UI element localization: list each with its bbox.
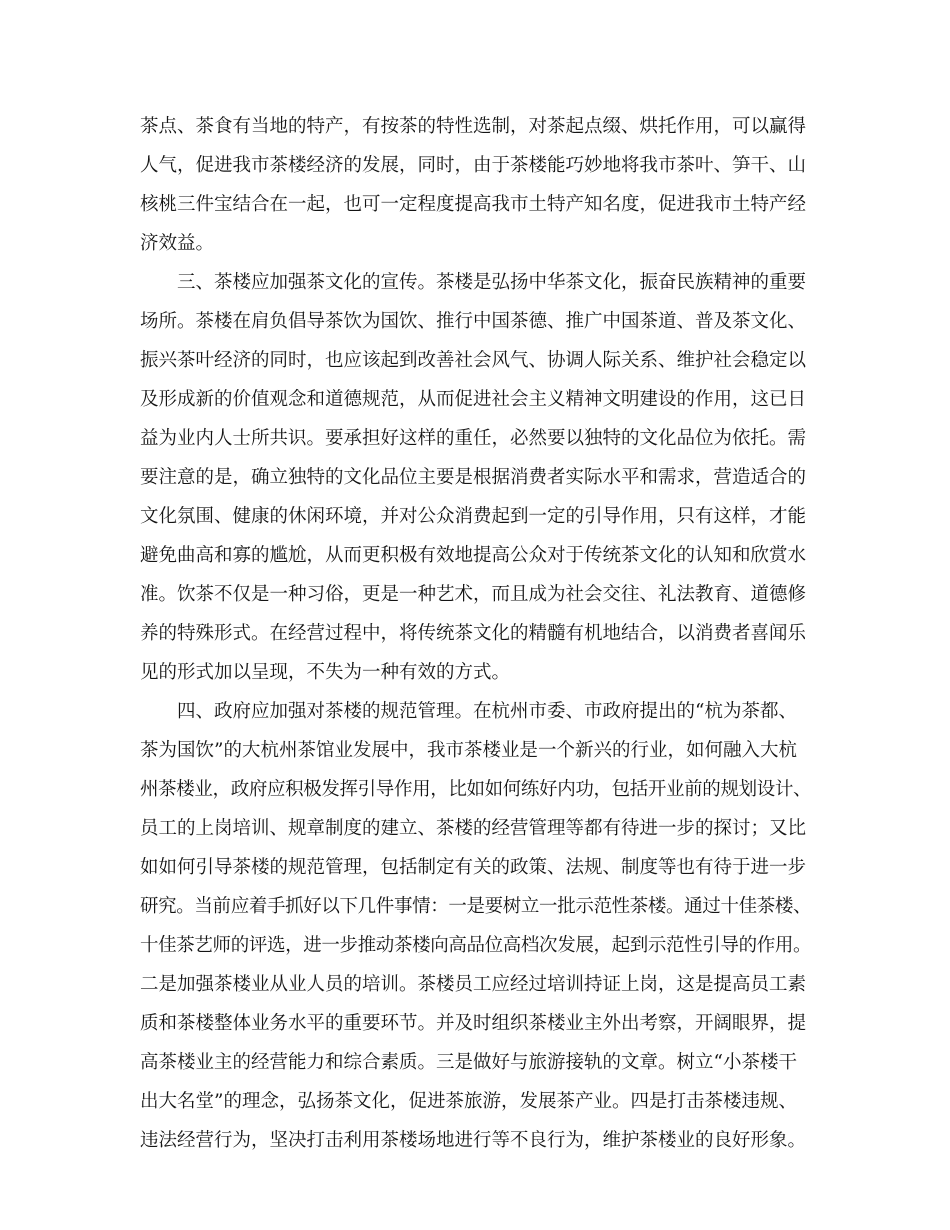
text-line: 质和茶楼整体业务水平的重要环节。并及时组织茶楼业主外出考察，开阔眼界，提 (140, 1013, 807, 1034)
text-line: 研究。当前应着手抓好以下几件事情：一是要树立一批示范性茶楼。通过十佳茶楼、 (140, 896, 812, 917)
text-line: 如如何引导茶楼的规范管理，包括制定有关的政策、法规、制度等也有待于进一步 (140, 857, 807, 878)
text-line: 茶为国饮”的大杭州茶馆业发展中，我市茶楼业是一个新兴的行业，如何融入大杭 (140, 740, 797, 761)
text-line: 及形成新的价值观念和道德规范，从而促进社会主义精神文明建设的作用，这已日 (140, 389, 807, 410)
text-line: 茶点、茶食有当地的特产，有按茶的特性选制，对茶起点缀、烘托作用，可以赢得 (140, 116, 807, 137)
text-line: 二是加强茶楼业从业人员的培训。茶楼员工应经过培训持证上岗，这是提高员工素 (140, 974, 807, 995)
text-line: 要注意的是，确立独特的文化品位主要是根据消费者实际水平和需求，营造适合的 (140, 467, 807, 488)
text-line: 避免曲高和寡的尴尬，从而更积极有效地提高公众对于传统茶文化的认知和欣赏水 (140, 545, 807, 566)
text-line: 出大名堂”的理念，弘扬茶文化，促进茶旅游，发展茶产业。四是打击茶楼违规、 (140, 1091, 797, 1112)
text-line: 州茶楼业，政府应积极发挥引导作用，比如如何练好内功，包括开业前的规划设计、 (140, 779, 812, 800)
text-line: 益为业内人士所共识。要承担好这样的重任，必然要以独特的文化品位为依托。需 (140, 428, 807, 449)
text-line: 高茶楼业主的经营能力和综合素质。三是做好与旅游接轨的文章。树立“小茶楼干 (140, 1052, 797, 1073)
text-line: 准。饮茶不仅是一种习俗，更是一种艺术，而且成为社会交往、礼法教育、道德修 (140, 584, 807, 605)
text-line: 十佳茶艺师的评选，进一步推动茶楼向高品位高档次发展，起到示范性引导的作用。 (140, 935, 812, 956)
text-line: 济效益。 (140, 233, 215, 254)
text-line: 核桃三件宝结合在一起，也可一定程度提高我市土特产知名度，促进我市土特产经 (140, 194, 807, 215)
text-line: 员工的上岗培训、规章制度的建立、茶楼的经营管理等都有待进一步的探讨；又比 (140, 818, 807, 839)
text-line: 违法经营行为，坚决打击利用茶楼场地进行等不良行为，维护茶楼业的良好形象。 (140, 1130, 807, 1151)
text-line: 见的形式加以呈现，不失为一种有效的方式。 (140, 662, 511, 683)
text-line: 人气，促进我市茶楼经济的发展，同时，由于茶楼能巧妙地将我市茶叶、笋干、山 (140, 155, 807, 176)
text-line: 振兴茶叶经济的同时，也应该起到改善社会风气、协调人际关系、维护社会稳定以 (140, 350, 807, 371)
text-line: 文化氛围、健康的休闲环境，并对公众消费起到一定的引导作用，只有这样，才能 (140, 506, 807, 527)
paragraph-three-first-line: 三、茶楼应加强茶文化的宣传。茶楼是弘扬中华茶文化，振奋民族精神的重要 (177, 272, 807, 293)
paragraph-four-first-line: 四、政府应加强对茶楼的规范管理。在杭州市委、市政府提出的“杭为茶都、 (177, 701, 797, 722)
text-line: 场所。茶楼在肩负倡导茶饮为国饮、推行中国茶德、推广中国茶道、普及茶文化、 (140, 311, 807, 332)
text-line: 养的特殊形式。在经营过程中，将传统茶文化的精髓有机地结合，以消费者喜闻乐 (140, 623, 807, 644)
